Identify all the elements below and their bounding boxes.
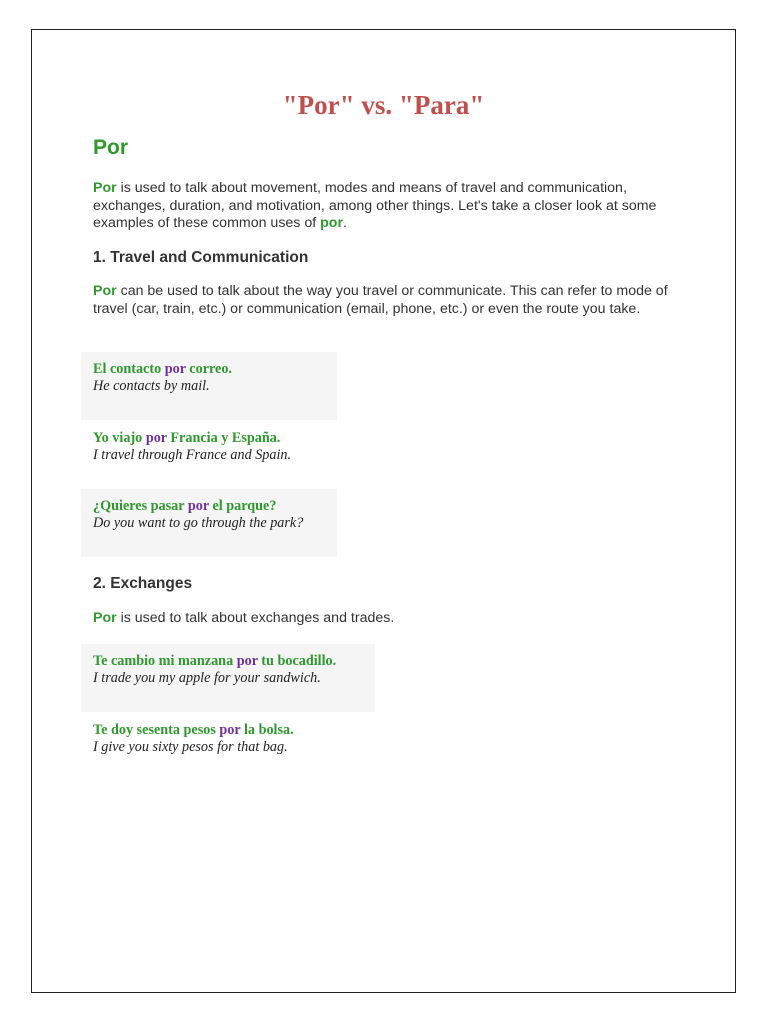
example-spanish — [93, 430, 325, 447]
example-spanish-part: Francia y España. — [166, 430, 281, 446]
example-spanish-part: tu bocadillo. — [257, 653, 337, 669]
intro-text-end: . — [342, 215, 347, 231]
intro-paragraph — [93, 180, 693, 233]
example-spanish — [93, 361, 325, 378]
subheading-exchanges: 2. Exchanges — [93, 575, 193, 592]
example-spanish — [93, 722, 363, 739]
exchanges-paragraph — [93, 610, 693, 628]
example-spanish-part: la bolsa. — [240, 722, 294, 738]
example-english: I trade you my apple for your sandwich. — [93, 669, 321, 686]
example-box — [81, 421, 337, 489]
example-english: I travel through France and Spain. — [93, 446, 292, 463]
keyword-por: Por — [93, 180, 117, 196]
keyword-por: Por — [93, 610, 117, 626]
example-spanish-part: Te doy sesenta pesos — [93, 722, 220, 738]
subheading-travel-communication: 1. Travel and Communication — [93, 249, 309, 266]
document-page — [31, 29, 736, 993]
example-por-word: por — [219, 722, 241, 738]
example-spanish-part: Yo viajo — [93, 430, 146, 446]
keyword-por: Por — [93, 283, 117, 299]
keyword-por: por — [320, 215, 343, 231]
example-box — [81, 713, 375, 781]
example-box — [81, 644, 375, 712]
intro-text: is used to talk about movement, modes and means of travel and communication, exchanges, duration, and motivation, among other things. Let's take a closer look at some examples of these common uses of — [93, 180, 657, 231]
example-spanish-part: ¿Quieres pasar — [93, 498, 188, 514]
example-por-word: por — [164, 361, 186, 377]
example-spanish-part: correo. — [185, 361, 232, 377]
section-heading-por: Por — [93, 136, 129, 159]
example-spanish — [93, 498, 325, 515]
example-por-word: por — [187, 498, 209, 514]
example-spanish-part: Te cambio mi manzana — [93, 653, 237, 669]
example-english: I give you sixty pesos for that bag. — [93, 738, 288, 755]
travel-paragraph — [93, 283, 693, 318]
travel-text: can be used to talk about the way you travel or communicate. This can refer to mode of travel (car, train, etc.) or communication (email, phone, etc.) or even the route you take. — [93, 283, 668, 317]
example-por-word: por — [236, 653, 258, 669]
example-english: Do you want to go through the park? — [93, 514, 304, 531]
example-box — [81, 352, 337, 420]
example-spanish-part: El contacto — [93, 361, 165, 377]
example-spanish-part: el parque? — [208, 498, 277, 514]
page-title: "Por" vs. "Para" — [282, 90, 485, 120]
example-spanish — [93, 653, 363, 670]
example-english: He contacts by mail. — [93, 377, 210, 394]
example-por-word: por — [145, 430, 167, 446]
exchanges-text: is used to talk about exchanges and trades. — [116, 610, 395, 626]
example-box — [81, 489, 337, 557]
